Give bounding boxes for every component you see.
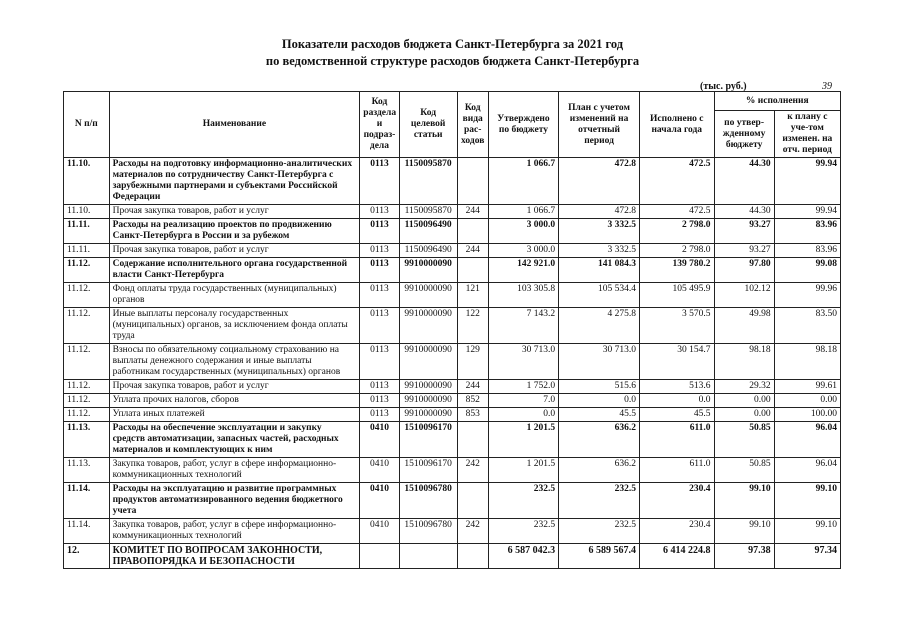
row-vr <box>457 219 488 244</box>
row-razdel: 0113 <box>360 380 399 394</box>
row-approved: 3 000.0 <box>488 244 558 258</box>
row-num: 11.12. <box>64 394 110 408</box>
row-plan: 636.2 <box>559 422 640 458</box>
row-approved: 1 066.7 <box>488 158 558 205</box>
row-razdel: 0113 <box>360 158 399 205</box>
row-cs: 1150096490 <box>399 219 457 244</box>
row-num: 11.12. <box>64 344 110 380</box>
row-pct-plan: 83.50 <box>774 308 840 344</box>
row-num: 11.12. <box>64 308 110 344</box>
budget-table <box>63 91 841 569</box>
row-pct-approved: 99.10 <box>714 519 774 544</box>
row-name: Уплата иных платежей <box>109 408 360 422</box>
table-body <box>64 158 841 569</box>
table-row <box>64 483 841 519</box>
row-pct-plan: 98.18 <box>774 344 840 380</box>
row-name: Прочая закупка товаров, работ и услуг <box>109 380 360 394</box>
col-header-approved: Утверждено по бюджету <box>488 92 558 158</box>
col-header-pct-group: % исполнения <box>714 92 840 111</box>
table-row <box>64 408 841 422</box>
row-pct-approved: 29.32 <box>714 380 774 394</box>
row-name: Уплата прочих налогов, сборов <box>109 394 360 408</box>
units-label: (тыс. руб.) <box>700 81 747 92</box>
row-razdel: 0113 <box>360 205 399 219</box>
row-approved: 103 305.8 <box>488 283 558 308</box>
row-vr: 242 <box>457 519 488 544</box>
row-exec: 139 780.2 <box>639 258 714 283</box>
row-num: 11.14. <box>64 519 110 544</box>
row-name: Прочая закупка товаров, работ и услуг <box>109 205 360 219</box>
row-pct-approved: 0.00 <box>714 394 774 408</box>
row-pct-plan: 99.08 <box>774 258 840 283</box>
row-cs <box>399 544 457 569</box>
row-num: 11.11. <box>64 219 110 244</box>
table-header <box>64 92 841 158</box>
row-plan: 472.8 <box>559 205 640 219</box>
table-row <box>64 283 841 308</box>
row-exec: 2 798.0 <box>639 244 714 258</box>
row-approved: 142 921.0 <box>488 258 558 283</box>
row-num: 11.13. <box>64 422 110 458</box>
row-name: Прочая закупка товаров, работ и услуг <box>109 244 360 258</box>
row-plan: 105 534.4 <box>559 283 640 308</box>
col-header-name: Наименование <box>109 92 360 158</box>
table-row <box>64 394 841 408</box>
row-approved: 0.0 <box>488 408 558 422</box>
row-name: Расходы на реализацию проектов по продвижению Санкт-Петербурга в России и за рубежом <box>109 219 360 244</box>
row-plan: 45.5 <box>559 408 640 422</box>
col-header-pct-approved: по утвер-жденному бюджету <box>714 111 774 158</box>
row-razdel: 0410 <box>360 422 399 458</box>
row-approved: 1 066.7 <box>488 205 558 219</box>
row-vr: 242 <box>457 458 488 483</box>
row-plan: 30 713.0 <box>559 344 640 380</box>
row-cs: 9910000090 <box>399 258 457 283</box>
row-razdel: 0113 <box>360 308 399 344</box>
row-razdel: 0113 <box>360 283 399 308</box>
row-num: 11.11. <box>64 244 110 258</box>
row-pct-approved: 98.18 <box>714 344 774 380</box>
row-num: 11.10. <box>64 158 110 205</box>
row-pct-approved: 97.80 <box>714 258 774 283</box>
row-vr: 244 <box>457 244 488 258</box>
row-pct-approved: 93.27 <box>714 244 774 258</box>
row-exec: 45.5 <box>639 408 714 422</box>
row-cs: 1150095870 <box>399 158 457 205</box>
row-plan: 472.8 <box>559 158 640 205</box>
row-num: 12. <box>64 544 110 569</box>
row-pct-plan: 99.94 <box>774 205 840 219</box>
row-name: Расходы на эксплуатацию и развитие программных продуктов автоматизированного ведения бюджетного учета <box>109 483 360 519</box>
row-vr <box>457 258 488 283</box>
row-num: 11.12. <box>64 258 110 283</box>
row-name: Иные выплаты персоналу государственных (муниципальных) органов, за исключением фонда оплаты труда <box>109 308 360 344</box>
row-pct-plan: 0.00 <box>774 394 840 408</box>
row-vr <box>457 158 488 205</box>
row-plan: 3 332.5 <box>559 244 640 258</box>
table-row <box>64 344 841 380</box>
row-approved: 232.5 <box>488 519 558 544</box>
row-exec: 513.6 <box>639 380 714 394</box>
row-razdel: 0410 <box>360 483 399 519</box>
row-razdel: 0113 <box>360 219 399 244</box>
row-name: Закупка товаров, работ, услуг в сфере информационно-коммуникационных технологий <box>109 458 360 483</box>
row-pct-plan: 99.94 <box>774 158 840 205</box>
col-header-plan: План с учетом изменений на отчетный период <box>559 92 640 158</box>
row-cs: 1510096780 <box>399 519 457 544</box>
row-name: КОМИТЕТ ПО ВОПРОСАМ ЗАКОННОСТИ, ПРАВОПОРЯДКА И БЕЗОПАСНОСТИ <box>109 544 360 569</box>
row-razdel: 0113 <box>360 408 399 422</box>
row-pct-approved: 49.98 <box>714 308 774 344</box>
row-razdel: 0410 <box>360 458 399 483</box>
document-title <box>0 36 905 70</box>
row-exec: 2 798.0 <box>639 219 714 244</box>
row-pct-plan: 99.10 <box>774 519 840 544</box>
table-row <box>64 519 841 544</box>
row-vr: 244 <box>457 380 488 394</box>
table-row <box>64 158 841 205</box>
row-pct-approved: 93.27 <box>714 219 774 244</box>
table-row <box>64 544 841 569</box>
row-pct-approved: 50.85 <box>714 422 774 458</box>
row-pct-approved: 50.85 <box>714 458 774 483</box>
row-exec: 3 570.5 <box>639 308 714 344</box>
row-vr <box>457 544 488 569</box>
row-exec: 611.0 <box>639 458 714 483</box>
row-razdel: 0113 <box>360 394 399 408</box>
table-row <box>64 458 841 483</box>
row-exec: 472.5 <box>639 205 714 219</box>
row-vr: 852 <box>457 394 488 408</box>
row-approved: 1 752.0 <box>488 380 558 394</box>
row-exec: 30 154.7 <box>639 344 714 380</box>
row-approved: 7 143.2 <box>488 308 558 344</box>
row-vr: 122 <box>457 308 488 344</box>
row-pct-plan: 96.04 <box>774 422 840 458</box>
row-cs: 1510096170 <box>399 458 457 483</box>
row-cs: 1510096170 <box>399 422 457 458</box>
row-num: 11.12. <box>64 408 110 422</box>
row-razdel: 0113 <box>360 344 399 380</box>
row-num: 11.12. <box>64 283 110 308</box>
title-line-2: по ведомственной структуре расходов бюджета Санкт-Петербурга <box>265 54 640 68</box>
row-pct-plan: 99.96 <box>774 283 840 308</box>
row-pct-approved: 44.30 <box>714 158 774 205</box>
row-razdel: 0113 <box>360 258 399 283</box>
row-plan: 6 589 567.4 <box>559 544 640 569</box>
row-cs: 9910000090 <box>399 408 457 422</box>
row-approved: 30 713.0 <box>488 344 558 380</box>
col-header-vr: Код вида рас-ходов <box>457 92 488 158</box>
row-name: Расходы на обеспечение эксплуатации и закупку средств автоматизации, запасных частей, расходных материалов и комплектующих к ним <box>109 422 360 458</box>
row-plan: 3 332.5 <box>559 219 640 244</box>
row-approved: 3 000.0 <box>488 219 558 244</box>
row-pct-plan: 100.00 <box>774 408 840 422</box>
row-exec: 230.4 <box>639 519 714 544</box>
col-header-pct-plan: к плану с уче-том изменен. на отч. период <box>774 111 840 158</box>
table-row <box>64 422 841 458</box>
row-pct-approved: 97.38 <box>714 544 774 569</box>
table-row <box>64 308 841 344</box>
row-pct-approved: 99.10 <box>714 483 774 519</box>
row-cs: 1150096490 <box>399 244 457 258</box>
row-approved: 1 201.5 <box>488 458 558 483</box>
row-name: Содержание исполнительного органа государственной власти Санкт-Петербурга <box>109 258 360 283</box>
col-header-razdel: Код раздела и подраз-дела <box>360 92 399 158</box>
row-vr: 853 <box>457 408 488 422</box>
row-exec: 6 414 224.8 <box>639 544 714 569</box>
row-cs: 1150095870 <box>399 205 457 219</box>
row-approved: 1 201.5 <box>488 422 558 458</box>
row-name: Взносы по обязательному социальному страхованию на выплаты денежного содержания и иные выплаты работникам государственных (муниципальных) органов <box>109 344 360 380</box>
row-num: 11.13. <box>64 458 110 483</box>
row-num: 11.14. <box>64 483 110 519</box>
table-row <box>64 258 841 283</box>
col-header-cs: Код целевой статьи <box>399 92 457 158</box>
row-plan: 141 084.3 <box>559 258 640 283</box>
row-razdel: 0113 <box>360 244 399 258</box>
row-cs: 9910000090 <box>399 344 457 380</box>
row-pct-plan: 99.10 <box>774 483 840 519</box>
row-pct-plan: 99.61 <box>774 380 840 394</box>
row-plan: 232.5 <box>559 519 640 544</box>
row-exec: 611.0 <box>639 422 714 458</box>
row-pct-approved: 44.30 <box>714 205 774 219</box>
row-name: Расходы на подготовку информационно-аналитических материалов по сотрудничеству Санкт-Петербурга с зарубежными партнерами и субъектами Российской Федерации <box>109 158 360 205</box>
row-approved: 232.5 <box>488 483 558 519</box>
row-cs: 9910000090 <box>399 394 457 408</box>
table-row <box>64 380 841 394</box>
row-name: Фонд оплаты труда государственных (муниципальных) органов <box>109 283 360 308</box>
row-num: 11.10. <box>64 205 110 219</box>
row-razdel: 0410 <box>360 519 399 544</box>
row-plan: 636.2 <box>559 458 640 483</box>
row-exec: 472.5 <box>639 158 714 205</box>
row-approved: 6 587 042.3 <box>488 544 558 569</box>
row-num: 11.12. <box>64 380 110 394</box>
row-exec: 0.0 <box>639 394 714 408</box>
row-cs: 9910000090 <box>399 380 457 394</box>
row-plan: 4 275.8 <box>559 308 640 344</box>
row-vr: 121 <box>457 283 488 308</box>
row-approved: 7.0 <box>488 394 558 408</box>
row-plan: 0.0 <box>559 394 640 408</box>
table-row <box>64 205 841 219</box>
row-plan: 232.5 <box>559 483 640 519</box>
row-cs: 9910000090 <box>399 308 457 344</box>
row-pct-approved: 0.00 <box>714 408 774 422</box>
row-plan: 515.6 <box>559 380 640 394</box>
col-header-num: N п/п <box>64 92 110 158</box>
table-row <box>64 244 841 258</box>
row-vr <box>457 422 488 458</box>
col-header-exec: Исполнено с начала года <box>639 92 714 158</box>
row-pct-plan: 83.96 <box>774 244 840 258</box>
row-pct-plan: 97.34 <box>774 544 840 569</box>
row-pct-plan: 96.04 <box>774 458 840 483</box>
row-name: Закупка товаров, работ, услуг в сфере информационно-коммуникационных технологий <box>109 519 360 544</box>
row-exec: 230.4 <box>639 483 714 519</box>
title-line-1: Показатели расходов бюджета Санкт-Петербурга за 2021 год <box>281 37 624 51</box>
row-vr: 244 <box>457 205 488 219</box>
page-number: 39 <box>822 81 832 92</box>
row-cs: 9910000090 <box>399 283 457 308</box>
row-razdel <box>360 544 399 569</box>
row-vr <box>457 483 488 519</box>
row-exec: 105 495.9 <box>639 283 714 308</box>
row-pct-plan: 83.96 <box>774 219 840 244</box>
row-vr: 129 <box>457 344 488 380</box>
row-pct-approved: 102.12 <box>714 283 774 308</box>
row-cs: 1510096780 <box>399 483 457 519</box>
table-row <box>64 219 841 244</box>
